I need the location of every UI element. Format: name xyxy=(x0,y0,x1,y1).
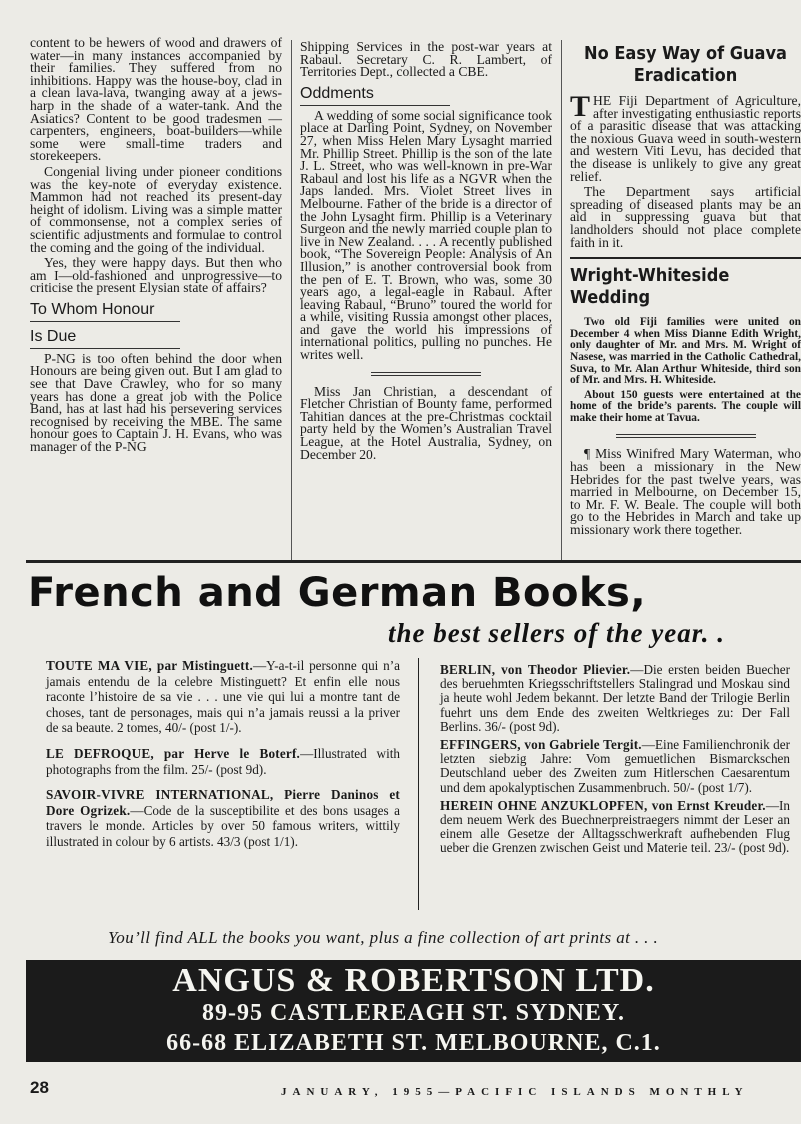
book-description: —In dem neuem Werk des Buechnerpreistraegers nimmt der Leser an einem alle Gesetze der Alltagsschwerkraft aufhebenden Flug ueber die Grenzen zwischen Geist und Materie teil. 23/- (post 9d). xyxy=(440,797,790,856)
book-listing xyxy=(46,658,400,736)
section-heading: To Whom Honour xyxy=(30,300,155,318)
book-listing xyxy=(440,738,790,795)
divider xyxy=(616,434,756,438)
column-divider xyxy=(291,40,292,560)
book-title: SAVOIR-VIVRE INTERNATIONAL, Pierre Daninos et Dore Ogrizek. xyxy=(46,787,400,818)
divider xyxy=(300,105,450,106)
book-listing xyxy=(46,787,400,849)
paragraph: Congenial living under pioneer conditions was the key-note of everyday existence. Mammon had not reached its present-day height of idolism. Living was a simple matter of commonsense, not a complex series of scientific adjustments and formulae to control the coming and the going of the individual. xyxy=(30,163,282,255)
divider xyxy=(30,348,180,349)
paragraph: The Department says artificial spreading of diseased plants may be an aid in suppressing guava but that landholders should not place complete faith in it. xyxy=(570,184,801,250)
book-description: —Code de la susceptibilite et des bons usages a travers le monde. Articles by over 50 famous writers, wittily illustrated in colour by 6 artists. 43/3 (post 1/1). xyxy=(46,802,400,849)
book-description: —Die ersten beiden Buecher des beruehmten Kriegsschriftstellers Stalingrad und Moskau sind ja heute wohl Jedem bekannt. Der letzte Band der Trilogie Berlin fuehrt uns dem Ende des zweiten Weltkrieges zu: Der Fall Berlins. 36/- (post 9d). xyxy=(440,662,790,734)
paragraph: Miss Jan Christian, a descendant of Fletcher Christian of Bounty fame, performed Tahitian dances at the pre-Christmas cocktail party held by the Women’s Australian Travel League, at the Hotel Australia, Sydney, on December 20. xyxy=(300,383,552,462)
running-footer: JANUARY, 1955—PACIFIC ISLANDS MONTHLY xyxy=(281,1086,749,1098)
ad-right-column xyxy=(440,663,790,860)
column-right xyxy=(570,43,801,540)
book-description: —Illustrated with photographs from the film. 25/- (post 9d). xyxy=(46,745,400,777)
bookseller-address-sydney: 89-95 CASTLEREAGH ST. SYDNEY. xyxy=(201,1000,626,1026)
ad-tagline: You’ll find ALL the books you want, plus a fine collection of art prints at . . . xyxy=(108,928,659,947)
divider xyxy=(371,372,481,376)
divider xyxy=(570,257,801,259)
book-title: EFFINGERS, von Gabriele Tergit. xyxy=(440,737,642,753)
section-heading: Is Due xyxy=(30,327,77,345)
book-description: —Eine Familienchronik der letzten siebzig Jahre: Vom gemuetlichen Bismarckschen Deutschland ueber des Zweiten zum Hitlerschen Caesarentum und dem apokalyptischen Zusammenbruch. 50/- (post 1/7). xyxy=(440,737,790,795)
bookseller-name: ANGUS & ROBERTSON LTD. xyxy=(172,962,655,999)
paragraph: content to be hewers of wood and drawers of water—in many instances accompanied by their families. They suffered from no inhibitions. Happy was the house-boy, clad in a clean lava-lava, twanging away at a jews-harp in the shade of a water-tank. And the Asiatics? Content to be good tradesmen — carpenters, engineers, boat-builders—while some were small-time traders and storekeepers. xyxy=(30,35,282,164)
bookseller-address-melbourne: 66-68 ELIZABETH ST. MELBOURNE, C.1. xyxy=(166,1030,661,1056)
paragraph: ¶ Miss Winifred Mary Waterman, who has been a missionary in the New Hebrides for the past twelve years, was married in Melbourne, on December 15, to Mr. F. W. Beale. The couple will both go to the Hebrides in March and take up missionary work there together. xyxy=(570,446,801,538)
paragraph: Two old Fiji families were united on December 4 when Miss Dianne Edith Wright, only daughter of Mr. and Mrs. M. Wright of Nasese, was married in the Catholic Cathedral, Suva, to Mr. Alan Arthur Whiteside, third son of Mr. and Mrs. H. Whiteside. xyxy=(570,316,801,387)
paragraph: Yes, they were happy days. But then who am I—old-fashioned and unprogressive—to criticise the present Elysian state of affairs? xyxy=(30,255,282,296)
paragraph: About 150 guests were entertained at the home of the bride’s parents. The couple will make their home at Tavua. xyxy=(570,388,801,424)
book-description: —Y-a-t-il personne qui n’a jamais entendu de la celebre Mistinguett? Et enfin elle nous raconte l’histoire de sa vie . . . une vie qui lui a montre tant de choses, tant de personages, mais qui n’a jamais reussi a la priver de sa beaute. 2 tomes, 40/- (post 1/-). xyxy=(46,658,400,736)
book-listing xyxy=(440,799,790,856)
book-title: LE DEFROQUE, par Herve le Boterf. xyxy=(46,745,301,761)
article-headline: Wright-Whiteside Wedding xyxy=(570,265,730,309)
drop-cap: T xyxy=(570,90,591,123)
column-middle xyxy=(300,41,552,464)
section-heading: Oddments xyxy=(300,84,374,102)
divider xyxy=(30,321,180,322)
ad-column-divider xyxy=(418,658,419,910)
section-rule xyxy=(26,560,801,563)
book-listing xyxy=(440,663,790,734)
book-title: BERLIN, von Theodor Plievier. xyxy=(440,662,631,677)
ad-subtitle: the best sellers of the year. . xyxy=(388,618,725,648)
paragraph: A wedding of some social significance took place at Darling Point, Sydney, on November 27, when Miss Helen Mary Lysaght married Mr. Phillip Street. Phillip is the son of the late J. L. Street, who was well-known in pre-War Rabaul and lost his life as a NGVR when the Japs landed. Mrs. Violet Street lives in Melbourne. Father of the bride is a director of the John Lysaght firm. Phillip is a Veterinary Surgeon and the newly married couple plan to live in New Zealand. . . . A recently published book, “The Sovereign People: Analysis of An Illusion,” is another controversial book from the pen of E. T. Brown, who was, some 30 years ago, a legal-eagle in Rabaul. After leaving Rabaul, “Bruno” toured the world for a while, visiting Russia amongst other places, and gave the world his impressions of international politics, pulling no punches. He writes well. xyxy=(300,107,552,363)
paragraph: Shipping Services in the post-war years at Rabaul. Secretary C. R. Lambert, of Territories Dept., collected a CBE. xyxy=(300,39,552,80)
column-divider xyxy=(561,40,562,560)
ad-title: French and German Books, xyxy=(28,570,647,616)
ad-left-column xyxy=(46,658,400,860)
paragraph-text: HE Fiji Department of Agriculture, after investigating enthusiastic reports of a parasitic disease that was attacking the noxious Guava weed in south-western and western Viti Levu, has decided that the disease is unlikely to give any great relief. xyxy=(570,93,801,184)
book-title: HEREIN OHNE ANZUKLOPFEN, von Ernst Kreuder. xyxy=(440,797,766,813)
article-headline: No Easy Way of Guava Eradication xyxy=(584,43,787,86)
page-number: 28 xyxy=(30,1078,49,1097)
column-left xyxy=(30,37,282,457)
paragraph: P-NG is too often behind the door when Honours are being given out. But I am glad to see that Dave Crawley, who for so many years has done a great job with the Police Band, has at last had his persevering services recognised by receiving the MBE. The same honour goes to Captain J. H. Evans, who was manager of the P-NG xyxy=(30,350,282,455)
paragraph xyxy=(570,90,801,184)
book-listing xyxy=(46,746,400,777)
bookseller-banner xyxy=(26,960,801,1062)
book-title: TOUTE MA VIE, par Mistinguett. xyxy=(46,658,253,673)
